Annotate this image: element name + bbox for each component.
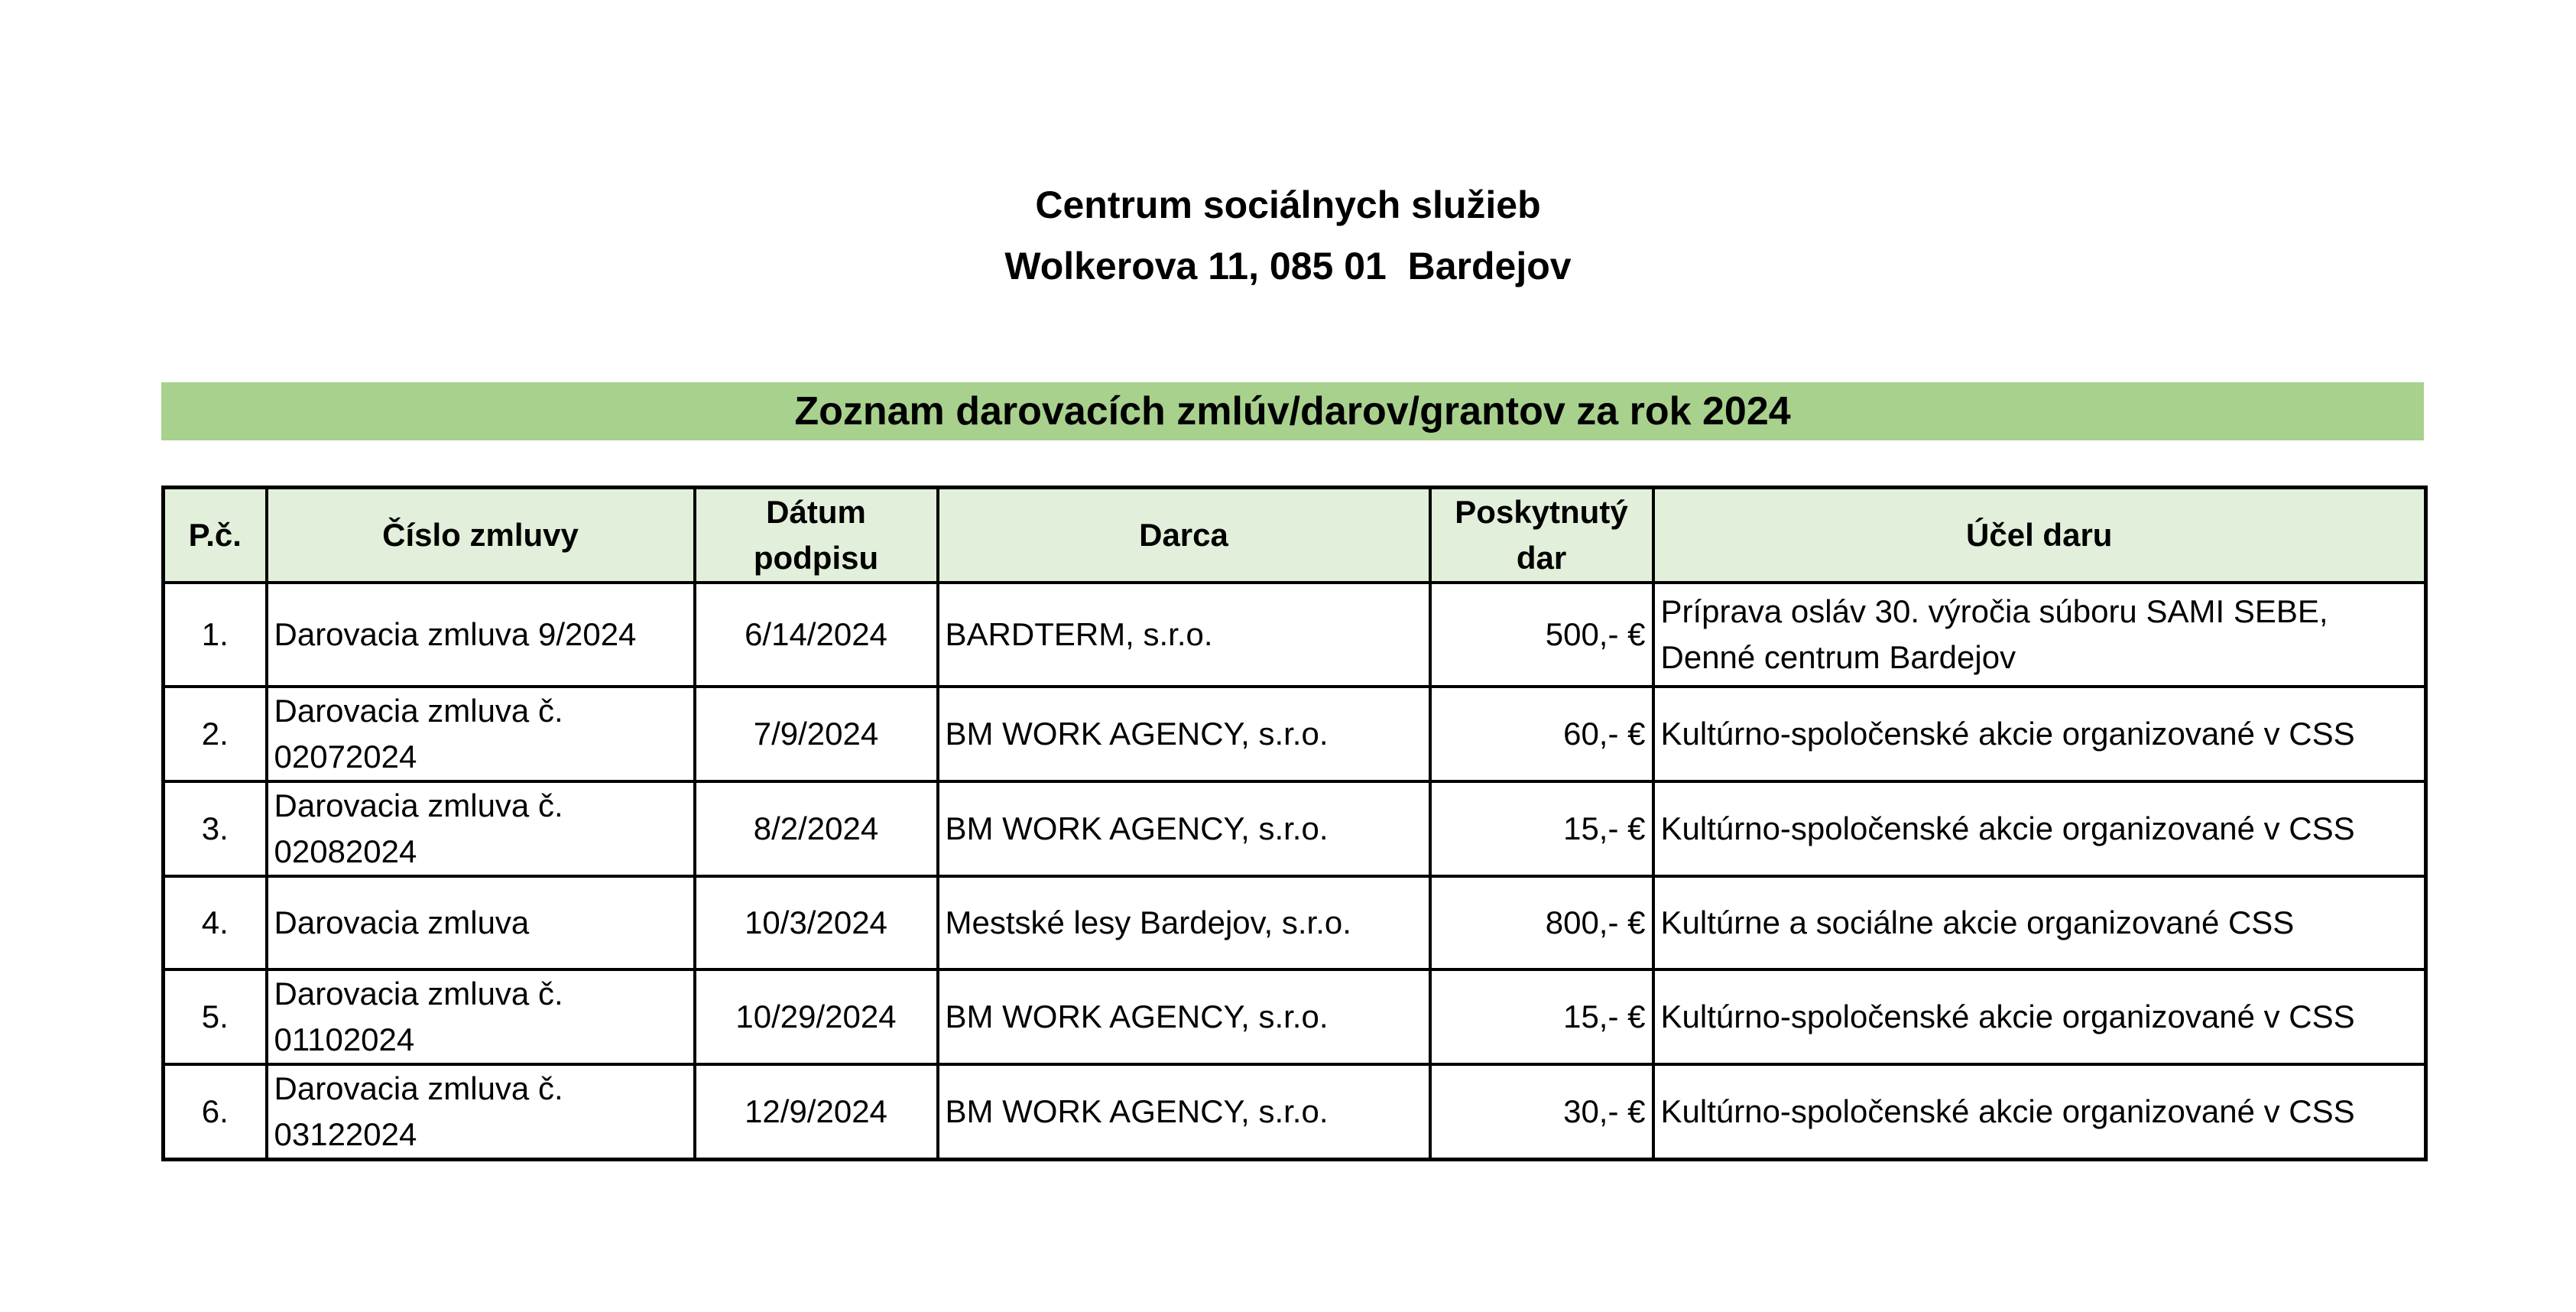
donation-purpose: Kultúrno-spoločenské akcie organizované v CSS — [1653, 781, 2426, 876]
table-row — [164, 969, 2426, 1064]
signing-date: 10/3/2024 — [695, 876, 938, 969]
organization-address: Wolkerova 11, 085 01 Bardejov — [1004, 245, 1572, 287]
table-row — [164, 687, 2426, 781]
donation-purpose: Kultúrno-spoločenské akcie organizované v CSS — [1653, 1064, 2426, 1160]
donation-purpose: Kultúrno-spoločenské akcie organizované v CSS — [1653, 687, 2426, 781]
column-header-purpose: Účel daru — [1653, 488, 2426, 583]
donor-name: BM WORK AGENCY, s.r.o. — [938, 1064, 1430, 1160]
contract-number: Darovacia zmluva 9/2024 — [267, 583, 695, 687]
document-header — [0, 174, 2576, 297]
donor-name: BARDTERM, s.r.o. — [938, 583, 1430, 687]
donation-purpose: Príprava osláv 30. výročia súboru SAMI SEBE, Denné centrum Bardejov — [1653, 583, 2426, 687]
table-row — [164, 781, 2426, 876]
table-row — [164, 876, 2426, 969]
donation-amount: 15,- € — [1430, 781, 1653, 876]
signing-date: 10/29/2024 — [695, 969, 938, 1064]
donations-table — [161, 486, 2428, 1161]
row-number: 1. — [164, 583, 267, 687]
row-number: 2. — [164, 687, 267, 781]
contract-number: Darovacia zmluva č. 01102024 — [267, 969, 695, 1064]
column-header-date: Dátum podpisu — [695, 488, 938, 583]
contract-number: Darovacia zmluva — [267, 876, 695, 969]
column-header-amount: Poskytnutý dar — [1430, 488, 1653, 583]
row-number: 6. — [164, 1064, 267, 1160]
contract-number: Darovacia zmluva č. 03122024 — [267, 1064, 695, 1160]
signing-date: 8/2/2024 — [695, 781, 938, 876]
row-number: 5. — [164, 969, 267, 1064]
table-row — [164, 1064, 2426, 1160]
donor-name: BM WORK AGENCY, s.r.o. — [938, 969, 1430, 1064]
table-header-row — [164, 488, 2426, 583]
contract-number: Darovacia zmluva č. 02082024 — [267, 781, 695, 876]
donation-amount: 800,- € — [1430, 876, 1653, 969]
signing-date: 7/9/2024 — [695, 687, 938, 781]
contract-number: Darovacia zmluva č. 02072024 — [267, 687, 695, 781]
donor-name: BM WORK AGENCY, s.r.o. — [938, 781, 1430, 876]
column-header-number: P.č. — [164, 488, 267, 583]
row-number: 4. — [164, 876, 267, 969]
donation-amount: 15,- € — [1430, 969, 1653, 1064]
row-number: 3. — [164, 781, 267, 876]
column-header-donor: Darca — [938, 488, 1430, 583]
list-title-banner: Zoznam darovacích zmlúv/darov/grantov za rok 2024 — [161, 382, 2424, 440]
signing-date: 12/9/2024 — [695, 1064, 938, 1160]
donation-purpose: Kultúrno-spoločenské akcie organizované v CSS — [1653, 969, 2426, 1064]
donation-purpose: Kultúrne a sociálne akcie organizované CSS — [1653, 876, 2426, 969]
donation-amount: 60,- € — [1430, 687, 1653, 781]
donor-name: BM WORK AGENCY, s.r.o. — [938, 687, 1430, 781]
donation-amount: 30,- € — [1430, 1064, 1653, 1160]
donation-amount: 500,- € — [1430, 583, 1653, 687]
column-header-contract: Číslo zmluvy — [267, 488, 695, 583]
table-row — [164, 583, 2426, 687]
organization-name: Centrum sociálnych služieb — [1035, 183, 1541, 226]
signing-date: 6/14/2024 — [695, 583, 938, 687]
donor-name: Mestské lesy Bardejov, s.r.o. — [938, 876, 1430, 969]
